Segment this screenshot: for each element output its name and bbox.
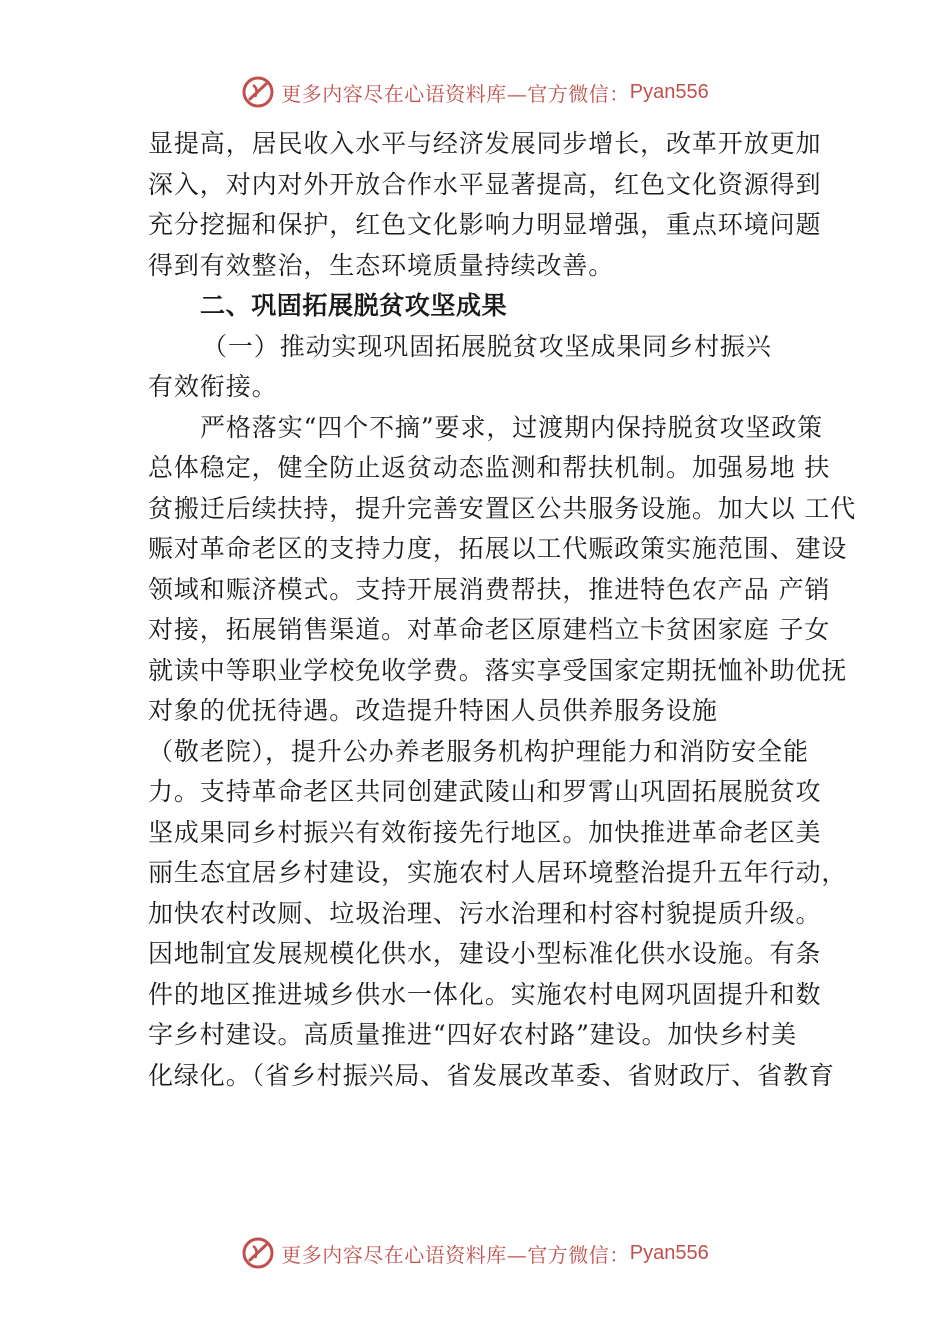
header-banner bbox=[0, 72, 950, 112]
document-body bbox=[148, 124, 857, 1096]
brand-logo-icon bbox=[241, 75, 275, 109]
body-line: 对象的优抚待遇。改造提升特困人员供养服务设施 bbox=[148, 696, 718, 725]
header-banner-wechat-id: Pyan556 bbox=[629, 80, 709, 103]
body-line: 得到有效整治，生态环境质量持续改善。 bbox=[148, 250, 615, 280]
body-line: 充分挖掘和保护，红色文化影响力明显增强，重点环境问题 bbox=[148, 210, 822, 239]
footer-banner-text: 更多内容尽在心语资料库—官方微信： bbox=[281, 1242, 630, 1267]
body-line: 领域和赈济模式。支持开展消费帮扶，推进特色农产品 产销 bbox=[148, 574, 831, 604]
body-line: （敬老院），提升公办养老服务机构护理能力和消防安全能 bbox=[148, 736, 809, 766]
paragraph-first-line: 严格落实“四个不摘”要求，过渡期内保持脱贫攻坚政策 bbox=[200, 412, 824, 442]
body-line: 显提高，居民收入水平与经济发展同步增长，改革开放更加 bbox=[148, 129, 822, 158]
body-line: 字乡村建设。高质量推进“四好农村路”建设。加快乡村美 bbox=[148, 1020, 797, 1049]
body-line: 就读中等职业学校免收学费。落实享受国家定期抚恤补助优抚 bbox=[148, 655, 848, 685]
body-line: 总体稳定，健全防止返贫动态监测和帮扶机制。加强易地 扶 bbox=[148, 453, 831, 482]
body-line: 丽生态宜居乡村建设，实施农村人居环境整治提升五年行动， bbox=[148, 858, 848, 887]
subsection-heading: （一）推动实现巩固拓展脱贫攻坚成果同乡村振兴 bbox=[202, 331, 772, 361]
body-line: 加快农村改厕、垃圾治理、污水治理和村容村貌提质升级。 bbox=[148, 898, 822, 928]
body-line: 力。支持革命老区共同创建武陵山和罗霄山巩固拓展脱贫攻 bbox=[148, 777, 822, 806]
section-heading: 二、巩固拓展脱贫攻坚成果 bbox=[200, 291, 508, 320]
body-line: 对接，拓展销售渠道。对革命老区原建档立卡贫困家庭 子女 bbox=[148, 615, 831, 644]
body-line: 件的地区推进城乡供水一体化。实施农村电网巩固提升和数 bbox=[148, 979, 822, 1009]
body-line: 深入，对内对外开放合作水平显著提高，红色文化资源得到 bbox=[148, 169, 822, 199]
subsection-heading-continued: 有效衔接。 bbox=[148, 372, 278, 401]
body-line: 化绿化。（省乡村振兴局、省发展改革委、省财政厅、省教育 bbox=[148, 1060, 835, 1090]
body-line: 坚成果同乡村振兴有效衔接先行地区。加快推进革命老区美 bbox=[148, 817, 822, 847]
body-line: 因地制宜发展规模化供水，建设小型标准化供水设施。有条 bbox=[148, 939, 822, 968]
footer-banner-wechat-id: Pyan556 bbox=[629, 1241, 709, 1264]
brand-logo-icon bbox=[241, 1236, 275, 1270]
body-line: 赈对革命老区的支持力度，拓展以工代赈政策实施范围、建设 bbox=[148, 534, 848, 563]
header-banner-text: 更多内容尽在心语资料库—官方微信： bbox=[281, 81, 630, 106]
body-line: 贫搬迁后续扶持，提升完善安置区公共服务设施。加大以 工代 bbox=[148, 493, 857, 523]
footer-banner bbox=[0, 1233, 950, 1273]
